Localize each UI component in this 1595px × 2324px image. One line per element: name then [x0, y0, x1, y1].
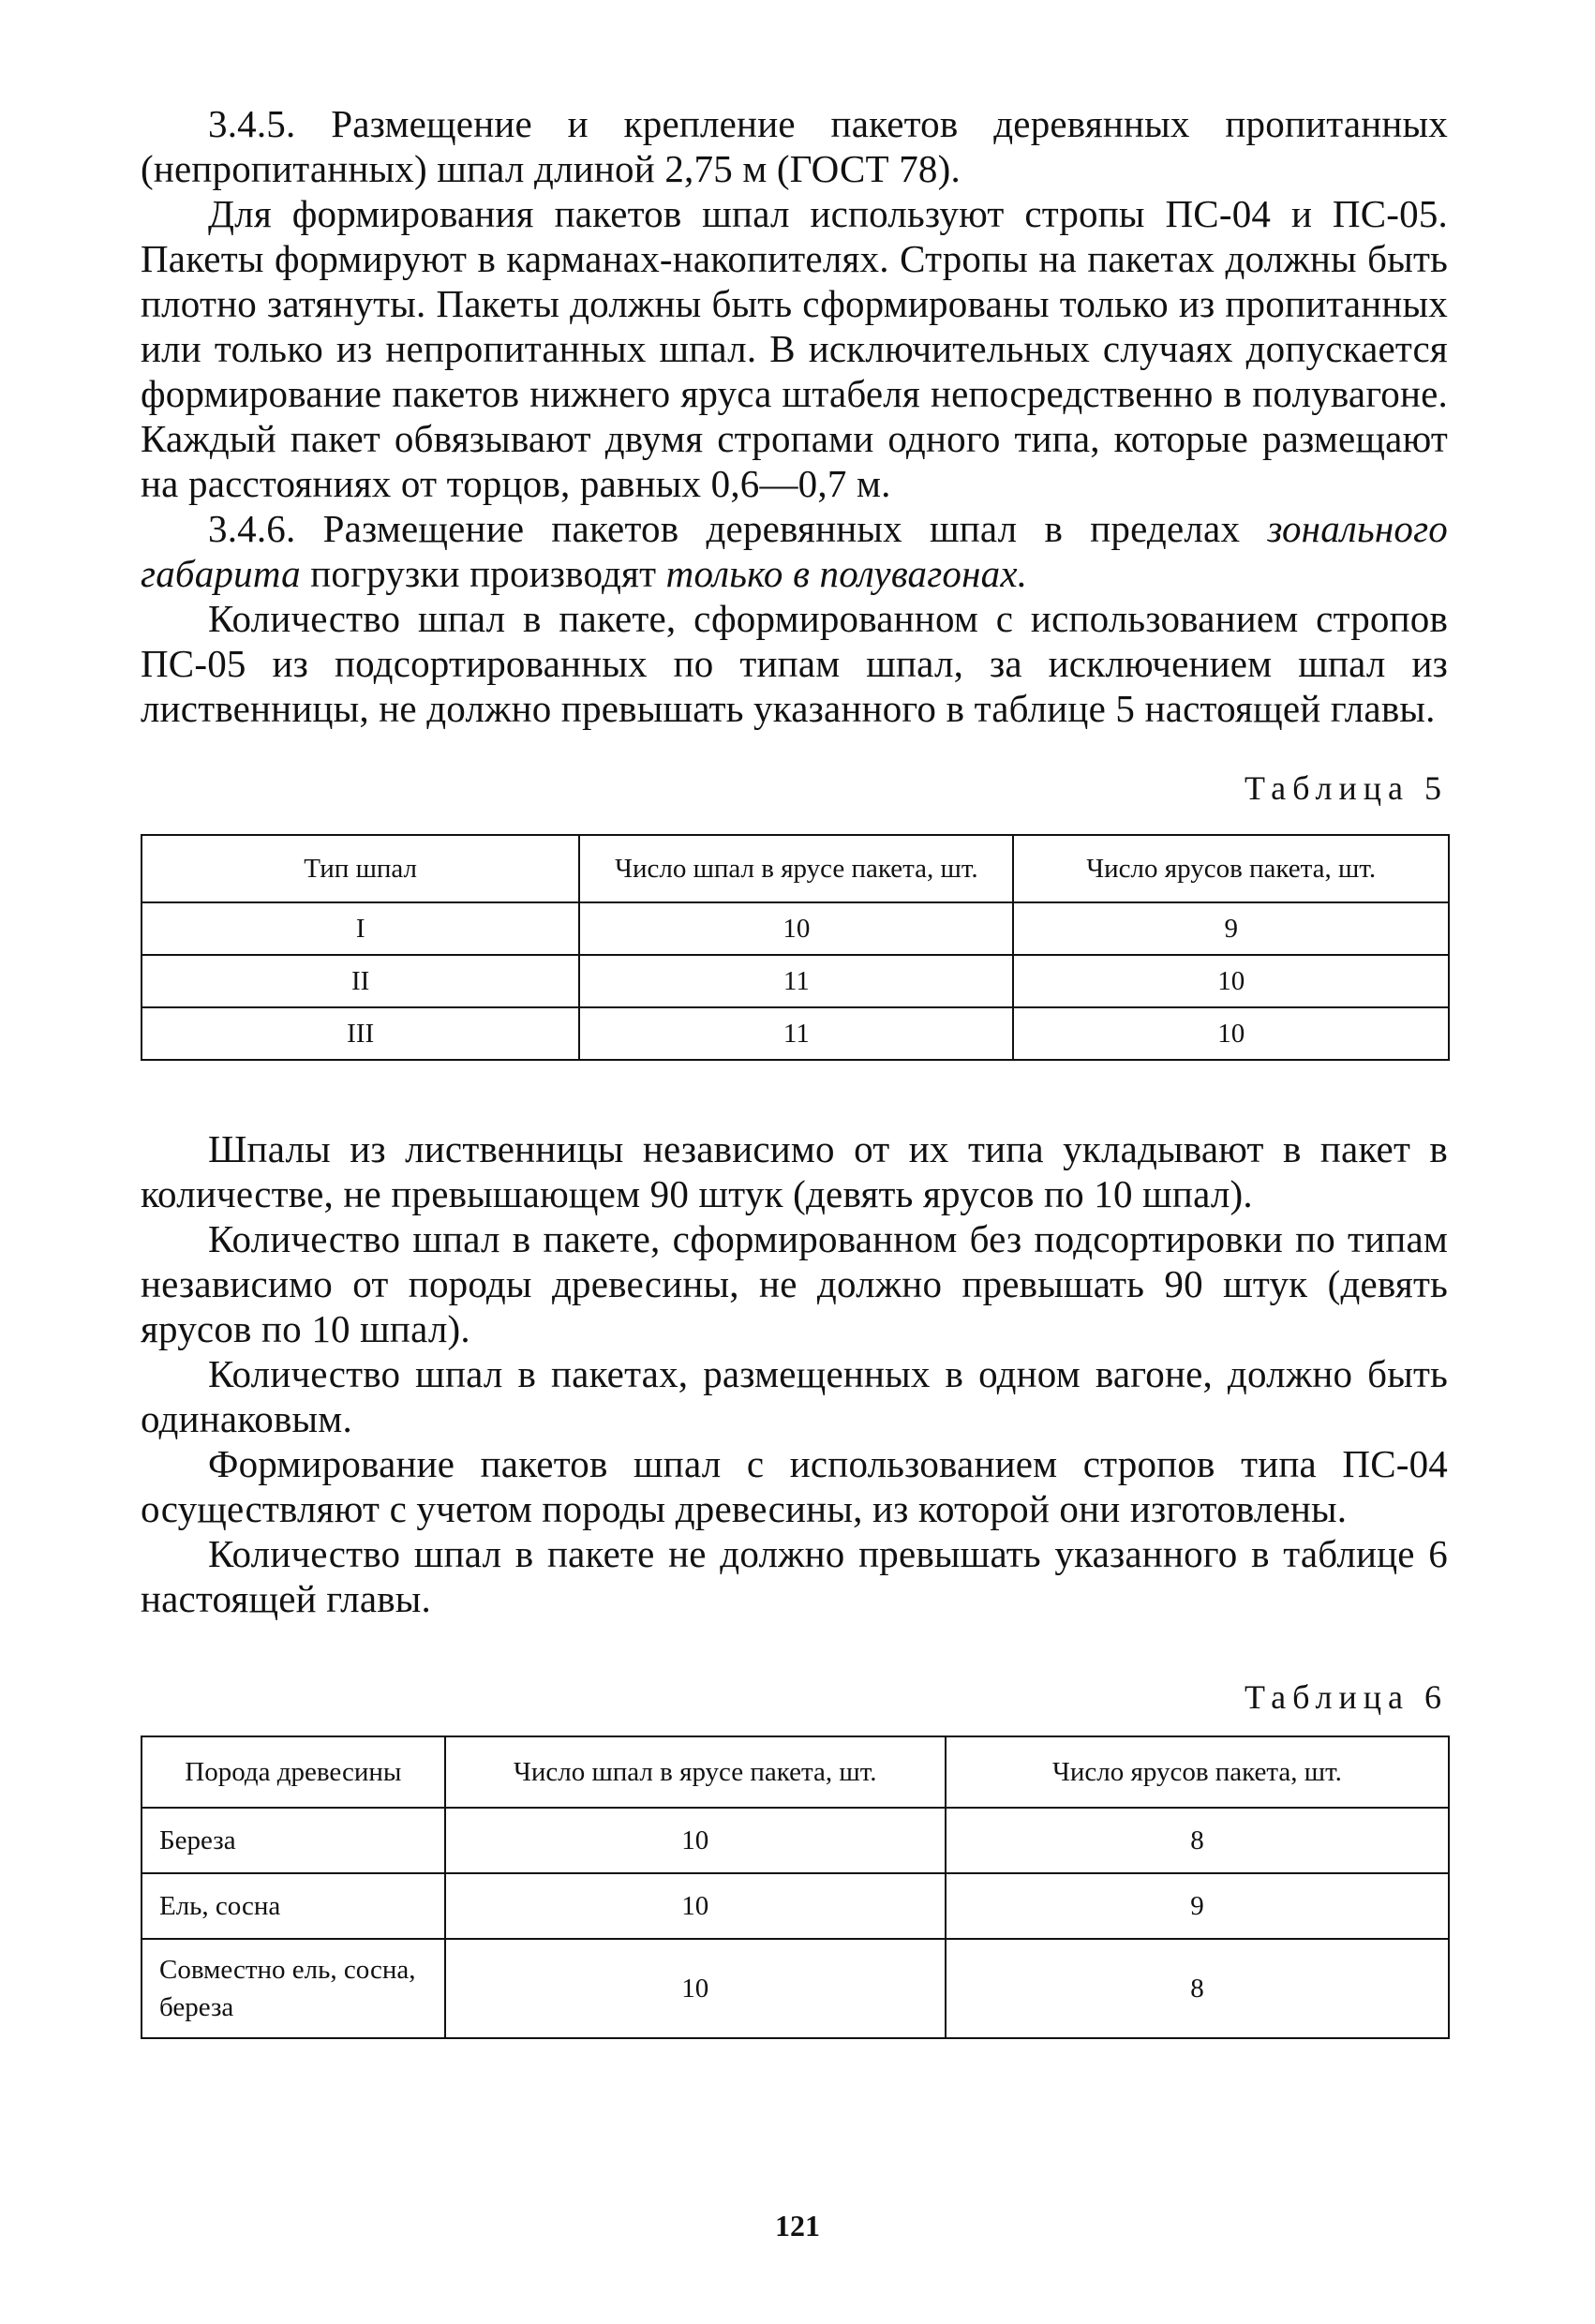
- table-cell: Совместно ель, сосна, береза: [142, 1939, 445, 2038]
- table-6: [141, 1736, 1450, 2039]
- table-cell: 9: [1013, 902, 1449, 955]
- table-row: [142, 902, 1449, 955]
- table-header-cell: Число ярусов пакета, шт.: [1013, 835, 1449, 902]
- table-cell: 10: [1013, 955, 1449, 1007]
- table-cell: 11: [579, 955, 1013, 1007]
- same-wagon-paragraph: Количество шпал в пакетах, размещенных в одном вагоне, должно быть одинаковым.: [141, 1352, 1448, 1440]
- table-row: [142, 1007, 1449, 1060]
- table-row: [142, 955, 1449, 1007]
- emphasis-zonal-gauge: зонального габарита: [141, 507, 1448, 595]
- table-header-row: [142, 1736, 1449, 1808]
- table-cell: 10: [445, 1873, 946, 1939]
- larch-paragraph: Шпалы из лиственницы независимо от их типа укладывают в пакет в количестве, не превышающем 90 штук (девять ярусов по 10 шпал).: [141, 1127, 1448, 1215]
- emphasis-only-gondolas: только в полувагонах.: [665, 552, 1028, 595]
- table-header-cell: Число шпал в ярусе пакета, шт.: [445, 1736, 946, 1808]
- table-6-caption: Таблица 6: [1245, 1678, 1448, 1716]
- table-5: [141, 834, 1450, 1061]
- page-number: 121: [775, 2209, 820, 2242]
- table-5-caption: Таблица 5: [1245, 769, 1448, 807]
- section-3-4-6-heading: 3.4.6. Размещение пакетов деревянных шпал в пределах зонального габарита погрузки производят только в полувагонах.: [141, 507, 1448, 595]
- ps04-paragraph: Формирование пакетов шпал с использованием стропов типа ПС-04 осуществляют с учетом породы древесины, из которой они изготовлены.: [141, 1442, 1448, 1530]
- section-3-4-5-paragraph: Для формирования пакетов шпал используют стропы ПС-04 и ПС-05. Пакеты формируют в карманах-накопителях. Стропы на пакетах должны быть плотно затянуты. Пакеты должны быть сформированы только из пропитанных или только из непропитанных шпал. В исключительных случаях допускается формирование пакетов нижнего яруса штабеля непосредственно в полувагоне. Каждый пакет обвязывают двумя стропами одного типа, которые размещают на расстояниях от торцов, равных 0,6—0,7 м.: [141, 192, 1448, 505]
- table-cell: 10: [1013, 1007, 1449, 1060]
- table-row: [142, 1873, 1449, 1939]
- table-header-cell: Число шпал в ярусе пакета, шт.: [579, 835, 1013, 902]
- table-cell: II: [142, 955, 579, 1007]
- table-header-cell: Тип шпал: [142, 835, 579, 902]
- table-cell: 11: [579, 1007, 1013, 1060]
- unsorted-paragraph: Количество шпал в пакете, сформированном без подсортировки по типам независимо от породы древесины, не должно превышать 90 штук (девять ярусов по 10 шпал).: [141, 1217, 1448, 1350]
- table-cell: 8: [946, 1808, 1449, 1873]
- table-row: [142, 1939, 1449, 2038]
- table-cell: 10: [445, 1939, 946, 2038]
- table-header-cell: Число ярусов пакета, шт.: [946, 1736, 1449, 1808]
- table-cell: I: [142, 902, 579, 955]
- page-content: [141, 101, 1448, 2039]
- table-cell: Ель, сосна: [142, 1873, 445, 1939]
- table-6-reference-paragraph: Количество шпал в пакете не должно превышать указанного в таблице 6 настоящей главы.: [141, 1532, 1448, 1620]
- table-row: [142, 1808, 1449, 1873]
- table-cell: Береза: [142, 1808, 445, 1873]
- table-header-cell: Порода древесины: [142, 1736, 445, 1808]
- table-cell: 8: [946, 1939, 1449, 2038]
- table-cell: 10: [445, 1808, 946, 1873]
- table-cell: III: [142, 1007, 579, 1060]
- table-cell: 9: [946, 1873, 1449, 1939]
- table-cell: 10: [579, 902, 1013, 955]
- section-3-4-5-heading: 3.4.5. Размещение и крепление пакетов деревянных пропитанных (непропитанных) шпал длиной 2,75 м (ГОСТ 78).: [141, 102, 1448, 190]
- table-header-row: [142, 835, 1449, 902]
- section-3-4-6-paragraph: Количество шпал в пакете, сформированном с использованием стропов ПС-05 из подсортированных по типам шпал, за исключением шпал из лиственницы, не должно превышать указанного в таблице 5 настоящей главы.: [141, 597, 1448, 730]
